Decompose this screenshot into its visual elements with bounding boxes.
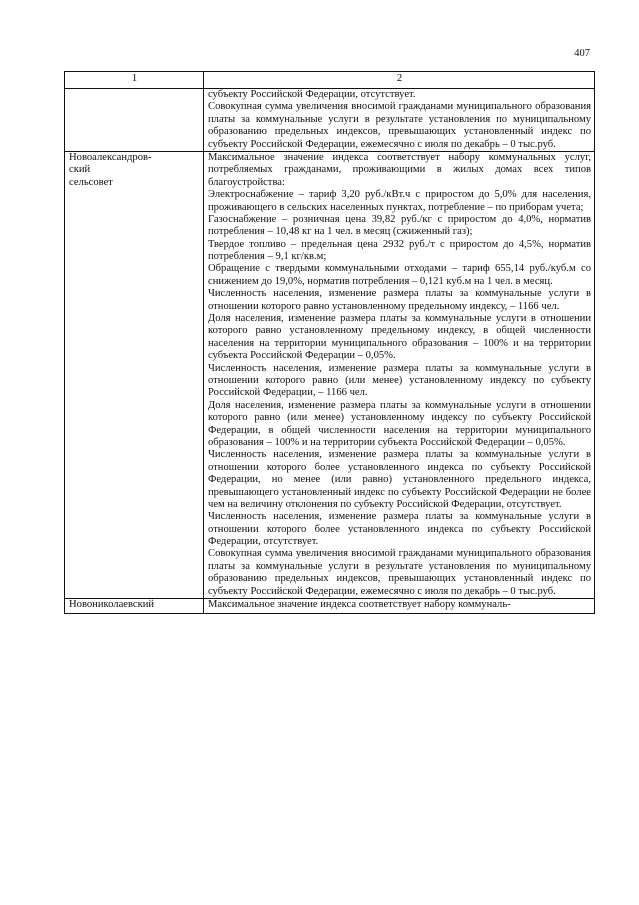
municipality-cell xyxy=(65,599,204,614)
table-row xyxy=(65,151,595,598)
paragraph: Доля населения, изменение размера платы за коммунальные услуги в отношении которого равно установленному предельному индексу, в общей численности населения на территории муниципального образования – 100% и на территории субъекта Российской Федерации – 0,05%. xyxy=(208,313,591,362)
paragraph: Максимальное значение индекса соответствует набору коммуналь- xyxy=(208,599,511,611)
municipality-name-line: сельсовет xyxy=(69,176,113,188)
paragraph: Совокупная сумма увеличения вносимой гражданами муниципального образования платы за коммунальные услуги в результате установления по муниципальному образованию предельных индексов, превышающих установленный индекс по субъекту Российской Федерации, ежемесячно с июля по декабрь – 0 тыс.руб. xyxy=(208,101,591,150)
municipality-name-line: ский xyxy=(69,164,91,176)
paragraph: Газоснабжение – розничная цена 39,82 руб./кг с приростом до 4,0%, норматив потребления – 10,48 кг на 1 чел. в месяц (сжиженный газ); xyxy=(208,213,591,238)
description-cell xyxy=(204,151,595,598)
description-cell xyxy=(204,89,595,152)
paragraph: субъекту Российской Федерации, отсутствует. xyxy=(208,89,416,100)
column-header-2: 2 xyxy=(204,72,595,89)
paragraph: Твердое топливо – предельная цена 2932 руб./т с приростом до 4,5%, норматив потребления – 9,1 кг/кв.м; xyxy=(208,238,591,263)
paragraph: Численность населения, изменение размера платы за коммунальные услуги в отношении которого равно (или менее) установленному индексу по субъекту Российской Федерации, – 1166 чел. xyxy=(208,362,591,399)
paragraph: Обращение с твердыми коммунальными отходами – тариф 655,14 руб./куб.м со снижением до 19,0%, норматив потребления – 0,121 куб.м на 1 чел. в месяц. xyxy=(208,263,591,287)
column-header-1: 1 xyxy=(65,72,204,89)
municipality-cell xyxy=(65,151,204,598)
paragraph: Совокупная сумма увеличения вносимой гражданами муниципального образования платы за коммунальные услуги в результате установления по муниципальному образованию предельных индексов, превышающих установленный индекс по субъекту Российской Федерации, ежемесячно с июля по декабрь – 0 тыс.руб. xyxy=(208,548,591,597)
paragraph: Численность населения, изменение размера платы за коммунальные услуги в отношении которого более установленного индекса по субъекту Российской Федерации, но менее (или равно) установленного предельного индекса, превышающего установленный индекс по субъекту Российской Федерации не более чем на величину отклонения по субъекту Российской Федерации, отсутствует. xyxy=(208,449,591,510)
page-number: 407 xyxy=(574,48,590,59)
paragraph: Доля населения, изменение размера платы за коммунальные услуги в отношении которого равно (или менее) установленному индексу по субъекту Российской Федерации, в общей численности населения на территории муниципального образования – 100% и на территории субъекта Российской Федерации – 0,05%. xyxy=(208,399,591,448)
paragraph: Электроснабжение – тариф 3,20 руб./кВт.ч с приростом до 5,0% для населения, проживающего в сельских населенных пунктах, потребление – по приборам учета; xyxy=(208,189,591,213)
municipality-name-line: Новоалександров- xyxy=(69,151,152,163)
table-row xyxy=(65,89,595,152)
paragraph: Численность населения, изменение размера платы за коммунальные услуги в отношении которого более установленного индекса по субъекту Российской Федерации, отсутствует. xyxy=(208,511,591,548)
document-table xyxy=(64,71,595,614)
municipality-cell xyxy=(65,89,204,152)
paragraph: Численность населения, изменение размера платы за коммунальные услуги в отношении которого равно установленному предельному индексу, – 1166 чел. xyxy=(208,288,591,312)
description-cell xyxy=(204,599,595,614)
table-row xyxy=(65,599,595,614)
paragraph: Максимальное значение индекса соответствует набору коммунальных услуг, потребляемых гражданами, проживающими в жилых домах всех типов благоустройства: xyxy=(208,151,591,188)
municipality-name-line: Новониколаевский xyxy=(69,599,155,611)
table-header-row xyxy=(65,72,595,89)
